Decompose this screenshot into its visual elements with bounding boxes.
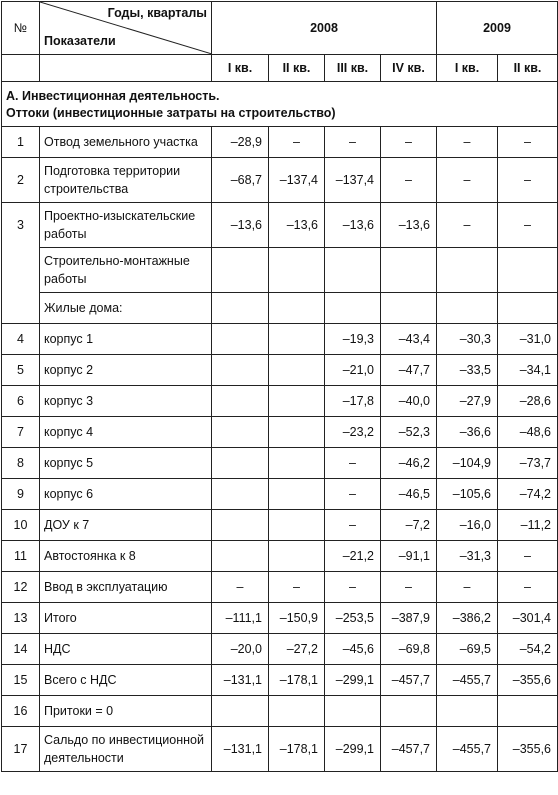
value-cell: –105,6: [437, 478, 498, 509]
table-row: [2, 354, 558, 385]
value-cell: [325, 695, 381, 726]
table-row: [2, 509, 558, 540]
section-row: [2, 82, 558, 127]
row-label: НДС: [40, 633, 212, 664]
value-cell: –27,9: [437, 385, 498, 416]
value-cell: [269, 248, 325, 293]
value-cell: [212, 695, 269, 726]
value-cell: –52,3: [381, 416, 437, 447]
row-label: Жилые дома:: [40, 293, 212, 324]
value-cell: [437, 695, 498, 726]
value-cell: [437, 293, 498, 324]
row-label: Ввод в эксплуатацию: [40, 571, 212, 602]
table-row: [2, 416, 558, 447]
value-cell: –11,2: [498, 509, 558, 540]
value-cell: –150,9: [269, 602, 325, 633]
value-cell: [269, 354, 325, 385]
row-label: корпус 5: [40, 447, 212, 478]
row-number: 12: [2, 571, 40, 602]
value-cell: –131,1: [212, 664, 269, 695]
value-cell: –455,7: [437, 726, 498, 771]
row-number: 11: [2, 540, 40, 571]
row-number: 5: [2, 354, 40, 385]
table-row: [2, 571, 558, 602]
value-cell: –: [325, 447, 381, 478]
value-cell: –28,9: [212, 127, 269, 158]
row-label: ДОУ к 7: [40, 509, 212, 540]
value-cell: [498, 293, 558, 324]
value-cell: [269, 323, 325, 354]
value-cell: –21,2: [325, 540, 381, 571]
value-cell: –299,1: [325, 664, 381, 695]
value-cell: –13,6: [325, 203, 381, 248]
value-cell: –68,7: [212, 158, 269, 203]
empty-header-cell: [2, 55, 40, 82]
value-cell: –455,7: [437, 664, 498, 695]
row-label: Отвод земельного участка: [40, 127, 212, 158]
header-row-years: [2, 2, 558, 55]
table-row: [2, 478, 558, 509]
row-label: Автостоянка к 8: [40, 540, 212, 571]
value-cell: –17,8: [325, 385, 381, 416]
header-row-quarters: [2, 55, 558, 82]
value-cell: [325, 248, 381, 293]
row-label: корпус 1: [40, 323, 212, 354]
value-cell: –: [381, 571, 437, 602]
value-cell: –: [269, 127, 325, 158]
year-header-2008: 2008: [212, 2, 437, 55]
row-label: Подготовка территории строительства: [40, 158, 212, 203]
value-cell: –111,1: [212, 602, 269, 633]
value-cell: [212, 385, 269, 416]
row-label: Притоки = 0: [40, 695, 212, 726]
value-cell: [437, 248, 498, 293]
table-row: [2, 726, 558, 771]
quarter-header: II кв.: [269, 55, 325, 82]
value-cell: [269, 540, 325, 571]
value-cell: –: [381, 158, 437, 203]
row-label: Итого: [40, 602, 212, 633]
value-cell: –178,1: [269, 664, 325, 695]
row-number: 17: [2, 726, 40, 771]
row-label: корпус 3: [40, 385, 212, 416]
investment-table: [1, 1, 558, 772]
row-number: [2, 248, 40, 293]
value-cell: [269, 385, 325, 416]
value-cell: –13,6: [212, 203, 269, 248]
value-cell: –: [437, 158, 498, 203]
table-row: [2, 293, 558, 324]
row-number: 1: [2, 127, 40, 158]
value-cell: –: [437, 571, 498, 602]
value-cell: –137,4: [269, 158, 325, 203]
value-cell: [381, 248, 437, 293]
quarter-header: IV кв.: [381, 55, 437, 82]
value-cell: –31,3: [437, 540, 498, 571]
row-label: Проектно-изыскательские работы: [40, 203, 212, 248]
value-cell: [212, 416, 269, 447]
row-number: 3: [2, 203, 40, 248]
value-cell: –355,6: [498, 726, 558, 771]
value-cell: –20,0: [212, 633, 269, 664]
quarter-header: III кв.: [325, 55, 381, 82]
number-column-header: №: [2, 2, 40, 55]
value-cell: [212, 478, 269, 509]
row-number: 14: [2, 633, 40, 664]
value-cell: –7,2: [381, 509, 437, 540]
table-row: [2, 602, 558, 633]
diagonal-header-cell: [40, 2, 212, 55]
value-cell: –69,8: [381, 633, 437, 664]
value-cell: –178,1: [269, 726, 325, 771]
value-cell: –43,4: [381, 323, 437, 354]
value-cell: –23,2: [325, 416, 381, 447]
row-number: 2: [2, 158, 40, 203]
value-cell: –73,7: [498, 447, 558, 478]
value-cell: –91,1: [381, 540, 437, 571]
row-label: Сальдо по инвестиционной деятельности: [40, 726, 212, 771]
table-row: [2, 664, 558, 695]
row-number: 4: [2, 323, 40, 354]
row-number: 7: [2, 416, 40, 447]
row-label: корпус 4: [40, 416, 212, 447]
empty-header-cell: [40, 55, 212, 82]
header-years-quarters: Годы, кварталы: [107, 6, 207, 20]
value-cell: [212, 248, 269, 293]
value-cell: –28,6: [498, 385, 558, 416]
row-label: корпус 6: [40, 478, 212, 509]
value-cell: –457,7: [381, 664, 437, 695]
value-cell: –: [381, 127, 437, 158]
value-cell: [212, 293, 269, 324]
row-number: 10: [2, 509, 40, 540]
table-row: [2, 540, 558, 571]
value-cell: –46,5: [381, 478, 437, 509]
value-cell: [381, 695, 437, 726]
value-cell: –355,6: [498, 664, 558, 695]
value-cell: –: [325, 509, 381, 540]
section-title: [2, 82, 558, 127]
row-number: 6: [2, 385, 40, 416]
table-row: [2, 633, 558, 664]
value-cell: [269, 293, 325, 324]
value-cell: –21,0: [325, 354, 381, 385]
row-number: 9: [2, 478, 40, 509]
value-cell: –31,0: [498, 323, 558, 354]
value-cell: –: [325, 571, 381, 602]
value-cell: –13,6: [269, 203, 325, 248]
value-cell: –47,7: [381, 354, 437, 385]
table-row: [2, 203, 558, 248]
value-cell: –: [212, 571, 269, 602]
table-row: [2, 248, 558, 293]
value-cell: –386,2: [437, 602, 498, 633]
value-cell: [269, 509, 325, 540]
value-cell: –: [498, 127, 558, 158]
value-cell: –69,5: [437, 633, 498, 664]
table-row: [2, 158, 558, 203]
value-cell: –34,1: [498, 354, 558, 385]
table-row: [2, 127, 558, 158]
value-cell: [212, 540, 269, 571]
value-cell: [498, 248, 558, 293]
table-row: [2, 695, 558, 726]
value-cell: –104,9: [437, 447, 498, 478]
value-cell: –46,2: [381, 447, 437, 478]
value-cell: –137,4: [325, 158, 381, 203]
value-cell: –: [269, 571, 325, 602]
value-cell: –299,1: [325, 726, 381, 771]
value-cell: –: [437, 127, 498, 158]
value-cell: –45,6: [325, 633, 381, 664]
quarter-header: I кв.: [437, 55, 498, 82]
value-cell: –: [498, 571, 558, 602]
value-cell: [212, 354, 269, 385]
section-title-line1: А. Инвестиционная деятельность.: [6, 89, 220, 103]
value-cell: –19,3: [325, 323, 381, 354]
value-cell: [212, 323, 269, 354]
value-cell: –40,0: [381, 385, 437, 416]
row-number: 13: [2, 602, 40, 633]
row-number: 15: [2, 664, 40, 695]
value-cell: –27,2: [269, 633, 325, 664]
value-cell: –16,0: [437, 509, 498, 540]
table-row: [2, 385, 558, 416]
value-cell: –: [498, 158, 558, 203]
value-cell: [269, 695, 325, 726]
value-cell: –36,6: [437, 416, 498, 447]
value-cell: –: [498, 203, 558, 248]
quarter-header: II кв.: [498, 55, 558, 82]
value-cell: [269, 416, 325, 447]
value-cell: [212, 447, 269, 478]
table-row: [2, 447, 558, 478]
year-header-2009: 2009: [437, 2, 558, 55]
row-number: [2, 293, 40, 324]
value-cell: –54,2: [498, 633, 558, 664]
table-row: [2, 323, 558, 354]
value-cell: [269, 478, 325, 509]
value-cell: –48,6: [498, 416, 558, 447]
value-cell: –: [437, 203, 498, 248]
value-cell: –: [498, 540, 558, 571]
value-cell: [381, 293, 437, 324]
value-cell: –: [325, 478, 381, 509]
row-number: 8: [2, 447, 40, 478]
row-label: корпус 2: [40, 354, 212, 385]
value-cell: –33,5: [437, 354, 498, 385]
value-cell: –301,4: [498, 602, 558, 633]
quarter-header: I кв.: [212, 55, 269, 82]
row-number: 16: [2, 695, 40, 726]
value-cell: –457,7: [381, 726, 437, 771]
value-cell: [325, 293, 381, 324]
section-title-line2: Оттоки (инвестиционные затраты на строительство): [6, 106, 336, 120]
value-cell: [212, 509, 269, 540]
header-indicators: Показатели: [44, 34, 116, 48]
row-label: Всего с НДС: [40, 664, 212, 695]
value-cell: –: [325, 127, 381, 158]
value-cell: [269, 447, 325, 478]
row-label: Строительно-монтажные работы: [40, 248, 212, 293]
value-cell: –13,6: [381, 203, 437, 248]
value-cell: –30,3: [437, 323, 498, 354]
document-page: [1, 1, 557, 772]
value-cell: –387,9: [381, 602, 437, 633]
value-cell: –253,5: [325, 602, 381, 633]
value-cell: [498, 695, 558, 726]
value-cell: –74,2: [498, 478, 558, 509]
value-cell: –131,1: [212, 726, 269, 771]
